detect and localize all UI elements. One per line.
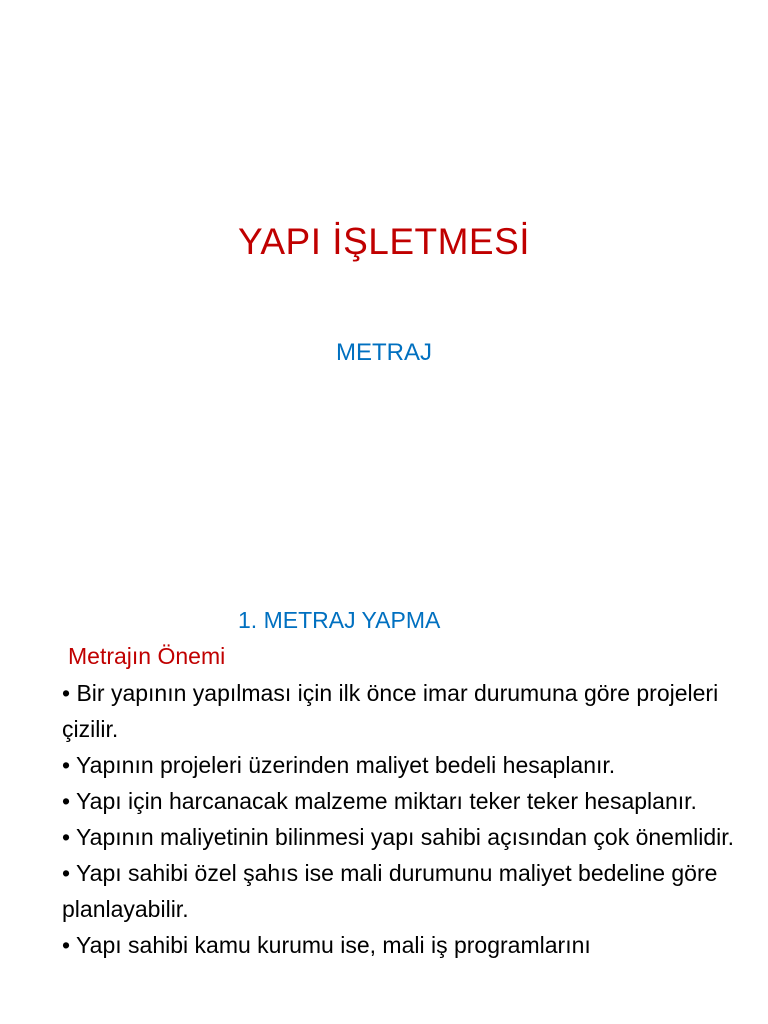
bullet-mark: • bbox=[62, 824, 71, 850]
bullet-text: Yapının maliyetinin bilinmesi yapı sahibi açısından çok önemlidir. bbox=[76, 824, 735, 850]
bullet-mark: • bbox=[62, 860, 71, 886]
bullet-text: Yapının projeleri üzerinden maliyet bedeli hesaplanır. bbox=[76, 752, 616, 778]
slide-subtitle: METRAJ bbox=[336, 339, 432, 366]
bullet-text: Yapı için harcanacak malzeme miktarı teker teker hesaplanır. bbox=[76, 788, 697, 814]
bullet-item bbox=[62, 927, 752, 963]
bullet-mark: • bbox=[62, 932, 71, 958]
section-heading: 1. METRAJ YAPMA bbox=[238, 607, 441, 633]
bullet-item bbox=[62, 783, 752, 819]
bullet-item bbox=[62, 855, 752, 927]
bullet-text: Yapı sahibi özel şahıs ise mali durumunu maliyet bedeline göre planlayabilir. bbox=[62, 860, 718, 922]
sub-heading: Metrajın Önemi bbox=[68, 643, 226, 669]
bullet-list bbox=[62, 675, 752, 963]
bullet-mark: • bbox=[62, 788, 71, 814]
bullet-mark: • bbox=[62, 752, 71, 778]
bullet-text: Yapı sahibi kamu kurumu ise, mali iş programlarını bbox=[76, 932, 591, 958]
slide-title: YAPI İŞLETMESİ bbox=[237, 221, 531, 262]
bullet-text: Bir yapının yapılması için ilk önce imar durumuna göre projeleri çizilir. bbox=[62, 680, 719, 742]
bullet-item bbox=[62, 675, 752, 747]
bullet-mark: • bbox=[62, 680, 71, 706]
bullet-item bbox=[62, 747, 752, 783]
bullet-item bbox=[62, 819, 752, 855]
